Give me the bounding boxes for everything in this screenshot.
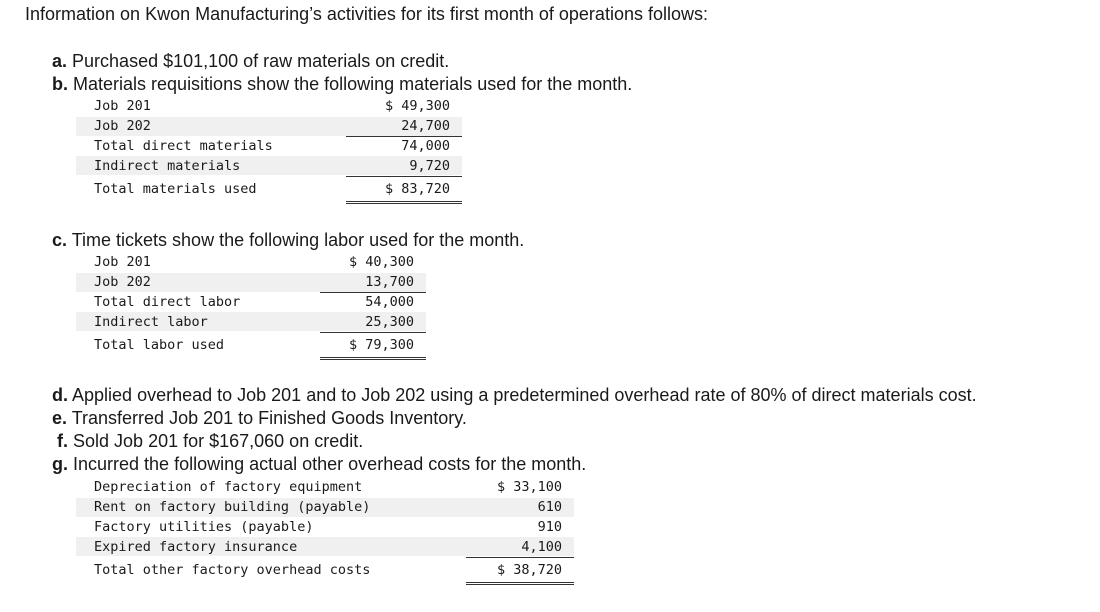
overhead-table: [76, 477, 586, 589]
materials-table: [76, 96, 466, 208]
item-d-letter: d.: [52, 385, 68, 405]
item-d-text: Applied overhead to Job 201 and to Job 202 using a predetermined overhead rate of 80% of direct materials cost.: [72, 385, 977, 405]
item-f-letter: f.: [57, 431, 68, 451]
item-b: [52, 74, 632, 95]
item-b-letter: b.: [52, 74, 68, 94]
double-underline: [346, 201, 462, 204]
row-amount: $ 33,100: [496, 479, 562, 495]
item-c-text: Time tickets show the following labor used for the month.: [71, 230, 525, 250]
row-amount: 54,000: [365, 294, 414, 310]
item-f: [57, 431, 363, 452]
row-amount: $ 79,300: [348, 337, 414, 353]
row-label: Job 202: [94, 274, 151, 290]
item-c-letter: c.: [52, 230, 68, 250]
double-underline: [466, 582, 574, 585]
double-underline: [320, 357, 426, 360]
row-label: Indirect labor: [94, 314, 208, 330]
row-amount: 910: [537, 519, 562, 535]
item-g-text: Incurred the following actual other overhead costs for the month.: [73, 454, 587, 474]
row-amount: 610: [537, 499, 562, 515]
row-label: Job 202: [94, 118, 151, 134]
row-amount: $ 38,720: [496, 562, 562, 578]
row-label: Total labor used: [94, 337, 225, 353]
item-b-text: Materials requisitions show the following materials used for the month.: [73, 74, 633, 94]
row-label: Rent on factory building (payable): [94, 499, 371, 515]
row-label: Total direct materials: [94, 138, 273, 154]
intro-text: Information on Kwon Manufacturing’s activities for its first month of operations follows:: [25, 4, 708, 24]
row-label: Job 201: [94, 254, 151, 270]
item-g-letter: g.: [52, 454, 68, 474]
item-e: [52, 408, 467, 429]
row-label: Total direct labor: [94, 294, 241, 310]
row-amount: $ 40,300: [348, 254, 414, 270]
row-amount: 25,300: [365, 314, 414, 330]
item-f-text: Sold Job 201 for $167,060 on credit.: [73, 431, 364, 451]
underline: [346, 176, 462, 177]
row-amount: 74,000: [401, 138, 450, 154]
item-a-text: Purchased $101,100 of raw materials on credit.: [72, 51, 450, 71]
row-label: Indirect materials: [94, 158, 241, 174]
underline: [320, 332, 426, 333]
item-a: [52, 51, 449, 72]
item-e-text: Transferred Job 201 to Finished Goods Inventory.: [71, 408, 467, 428]
item-c: [52, 230, 524, 251]
row-amount: 24,700: [401, 118, 450, 134]
row-label: Depreciation of factory equipment: [94, 479, 363, 495]
underline: [466, 557, 574, 558]
labor-table: [76, 252, 436, 364]
row-label: Total other factory overhead costs: [94, 562, 371, 578]
item-e-letter: e.: [52, 408, 68, 428]
row-amount: 13,700: [365, 274, 414, 290]
row-amount: 4,100: [521, 539, 562, 555]
row-amount: $ 83,720: [384, 181, 450, 197]
item-g: [52, 454, 586, 475]
item-a-letter: a.: [52, 51, 68, 71]
item-d: [52, 385, 977, 406]
row-label: Expired factory insurance: [94, 539, 298, 555]
row-label: Factory utilities (payable): [94, 519, 314, 535]
row-label: Total materials used: [94, 181, 257, 197]
row-amount: $ 49,300: [384, 98, 450, 114]
row-amount: 9,720: [409, 158, 450, 174]
row-label: Job 201: [94, 98, 151, 114]
